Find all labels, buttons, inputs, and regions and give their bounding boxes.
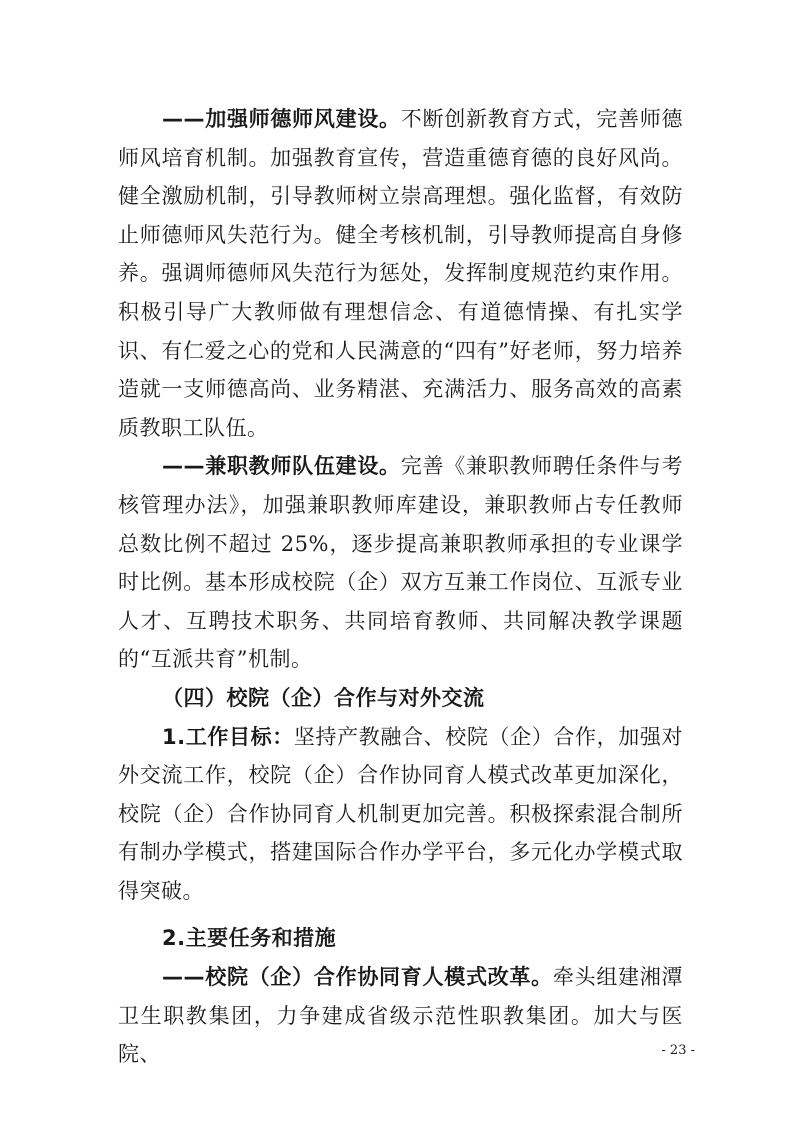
paragraph-lead-cooperation-reform: ——校院（企）合作协同育人模式改革。 [162, 965, 553, 990]
paragraph-lead-teacher-ethics: ——加强师德师风建设。 [162, 107, 401, 131]
paragraph-work-goals [118, 718, 683, 911]
paragraph-text-part-time-teachers: 完善《兼职教师聘任条件与考核管理办法》，加强兼职教师库建设，兼职教师占专任教师总数比例不超过 25%，逐步提高兼职教师承担的专业课学时比例。基本形成校院（企）双方互兼工作岗位、互派专业人才、互聘技术职务、共同培育教师、共同解决教学课题的“互派共育”机制。 [118, 454, 684, 672]
paragraph-teacher-ethics [118, 100, 683, 447]
subheading-main-tasks: 2.主要任务和措施 [162, 926, 337, 951]
page-number: - 23 - [661, 1043, 695, 1058]
paragraph-lead-work-goals: 1.工作目标： [162, 724, 294, 749]
document-body [118, 100, 683, 1074]
section-heading-cooperation: （四）校院（企）合作与对外交流 [162, 685, 485, 710]
paragraph-lead-part-time-teachers: ——兼职教师队伍建设。 [162, 454, 401, 479]
paragraph-text-teacher-ethics: 不断创新教育方式，完善师德师风培育机制。加强教育宣传，营造重德育德的良好风尚。健全激励机制，引导教师树立崇高理想。强化监督，有效防止师德师风失范行为。健全考核机制，引导教师提高自身修养。强调师德师风失范行为惩处，发挥制度规范约束作用。积极引导广大教师做有理想信念、有道德情操、有扎实学识、有仁爱之心的党和人民满意的“四有”好老师，努力培养造就一支师德高尚、业务精湛、充满活力、服务高效的高素质教职工队伍。 [118, 107, 684, 440]
paragraph-text-work-goals: 坚持产教融合、校院（企）合作，加强对外交流工作，校院（企）合作协同育人模式改革更加深化，校院（企）合作协同育人机制更加完善。积极探索混合制所有制办学模式，搭建国际合作办学平台，多元化办学模式取得突破。 [118, 724, 684, 903]
spacer [118, 910, 683, 919]
paragraph-part-time-teachers [118, 447, 683, 679]
paragraph-cooperation-reform [118, 958, 683, 1074]
paragraph-text-cooperation-reform: 牵头组建湘潭卫生职教集团，力争建成省级示范性职教集团。加大与医院、 [118, 965, 684, 1067]
